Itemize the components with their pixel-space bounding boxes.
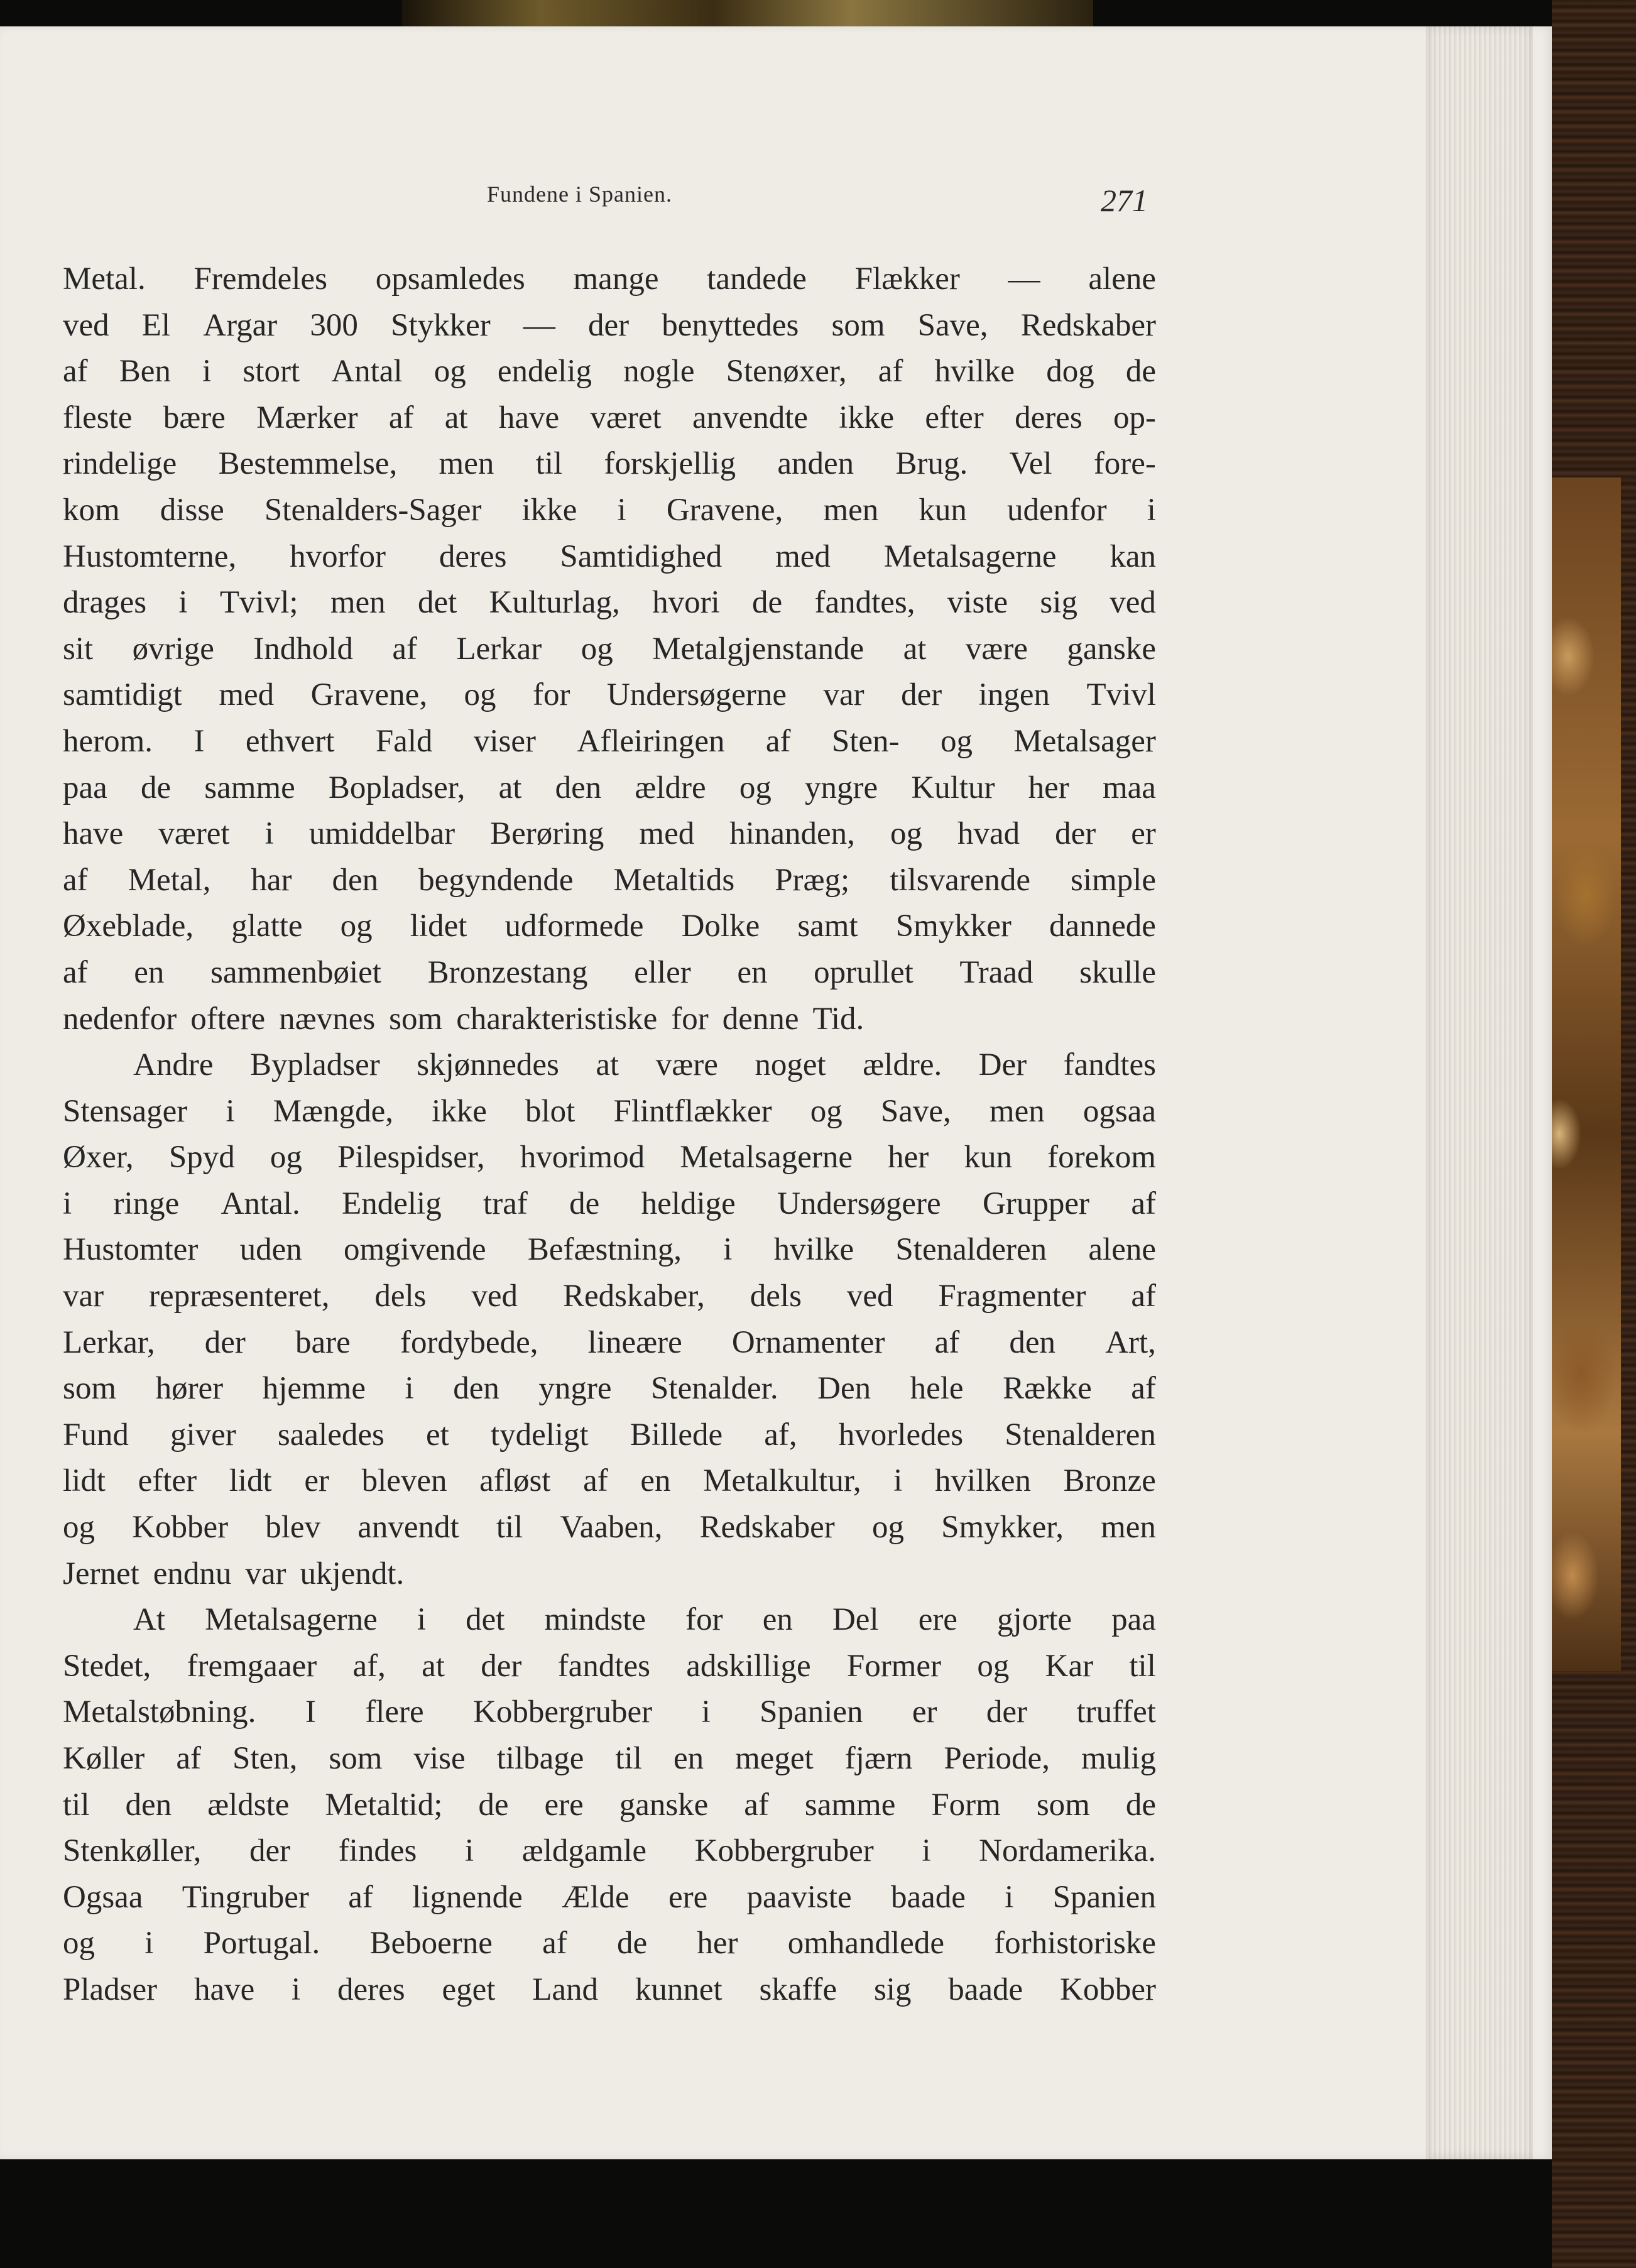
running-head: Fundene i Spanien. bbox=[487, 182, 672, 207]
text-line: lidt efter lidt er bleven afløst af en Metalkultur, i hvilken Bronze bbox=[63, 1463, 1156, 1499]
text-line: Stenkøller, der findes i ældgamle Kobbergruber i Nordamerika. bbox=[63, 1833, 1156, 1869]
book-page bbox=[0, 26, 1552, 2159]
page-stack-edge bbox=[1426, 26, 1533, 2159]
text-line: og i Portugal. Beboerne af de her omhandlede forhistoriske bbox=[63, 1926, 1156, 1961]
text-line: af Ben i stort Antal og endelig nogle Stenøxer, af hvilke dog de bbox=[63, 354, 1156, 390]
text-line: Lerkar, der bare fordybede, lineære Ornamenter af den Art, bbox=[63, 1324, 1156, 1360]
text-line: Andre Bypladser skjønnedes at være noget ældre. Der fandtes bbox=[133, 1047, 1156, 1083]
text-line: Jernet endnu var ukjendt. bbox=[63, 1556, 405, 1591]
text-line: kom disse Stenalders-Sager ikke i Gravene, men kun udenfor i bbox=[63, 492, 1156, 528]
text-line: Metal. Fremdeles opsamledes mange tandede Flækker — alene bbox=[63, 261, 1156, 297]
text-line: Øxeblade, glatte og lidet udformede Dolke samt Smykker dannede bbox=[63, 908, 1156, 944]
text-line: Pladser have i deres eget Land kunnet skaffe sig baade Kobber bbox=[63, 1971, 1156, 2007]
text-line: nedenfor oftere nævnes som charakteristiske for denne Tid. bbox=[63, 1001, 864, 1037]
page-number: 271 bbox=[1101, 183, 1148, 218]
text-line: sit øvrige Indhold af Lerkar og Metalgjenstande at være ganske bbox=[63, 631, 1156, 667]
text-line: fleste bære Mærker af at have været anvendte ikke efter deres op- bbox=[63, 400, 1156, 435]
text-line: Køller af Sten, som vise tilbage til en meget fjærn Periode, mulig bbox=[63, 1741, 1156, 1776]
text-line: Øxer, Spyd og Pilespidser, hvorimod Metalsagerne her kun forekom bbox=[63, 1140, 1156, 1175]
book-cover-top bbox=[402, 0, 1093, 29]
text-line: paa de samme Bopladser, at den ældre og yngre Kultur her maa bbox=[63, 770, 1156, 805]
text-line: Ogsaa Tingruber af lignende Ælde ere paaviste baade i Spanien bbox=[63, 1879, 1156, 1915]
text-line: var repræsenteret, dels ved Redskaber, dels ved Fragmenter af bbox=[63, 1278, 1156, 1314]
text-line: Metalstøbning. I flere Kobbergruber i Spanien er der truffet bbox=[63, 1694, 1156, 1730]
text-line: samtidigt med Gravene, og for Undersøgerne var der ingen Tvivl bbox=[63, 677, 1156, 713]
text-line: af en sammenbøiet Bronzestang eller en oprullet Traad skulle bbox=[63, 954, 1156, 990]
text-line: i ringe Antal. Endelig traf de heldige Undersøgere Grupper af bbox=[63, 1186, 1156, 1221]
text-line: have været i umiddelbar Berøring med hinanden, og hvad der er bbox=[63, 816, 1156, 852]
text-line: til den ældste Metaltid; de ere ganske af samme Form som de bbox=[63, 1787, 1156, 1823]
body-text bbox=[63, 256, 1156, 2014]
text-line: At Metalsagerne i det mindste for en Del ere gjorte paa bbox=[133, 1602, 1156, 1638]
text-line: Hustomter uden omgivende Befæstning, i hvilke Stenalderen alene bbox=[63, 1232, 1156, 1268]
text-line: Fund giver saaledes et tydeligt Billede af, hvorledes Stenalderen bbox=[63, 1417, 1156, 1453]
text-line: Stedet, fremgaaer af, at der fandtes adskillige Former og Kar til bbox=[63, 1648, 1156, 1684]
text-line: rindelige Bestemmelse, men til forskjellig anden Brug. Vel fore- bbox=[63, 446, 1156, 482]
text-line: herom. I ethvert Fald viser Afleiringen af Sten- og Metalsager bbox=[63, 723, 1156, 759]
text-line: drages i Tvivl; men det Kulturlag, hvori de fandtes, viste sig ved bbox=[63, 585, 1156, 621]
text-line: Stensager i Mængde, ikke blot Flintflækker og Save, men ogsaa bbox=[63, 1093, 1156, 1129]
text-line: Hustomterne, hvorfor deres Samtidighed med Metalsagerne kan bbox=[63, 538, 1156, 574]
text-line: ved El Argar 300 Stykker — der benyttedes som Save, Redskaber bbox=[63, 307, 1156, 343]
text-line: og Kobber blev anvendt til Vaaben, Redskaber og Smykker, men bbox=[63, 1510, 1156, 1546]
text-line: som hører hjemme i den yngre Stenalder. Den hele Række af bbox=[63, 1371, 1156, 1407]
text-line: af Metal, har den begyndende Metaltids Præg; tilsvarende simple bbox=[63, 862, 1156, 898]
